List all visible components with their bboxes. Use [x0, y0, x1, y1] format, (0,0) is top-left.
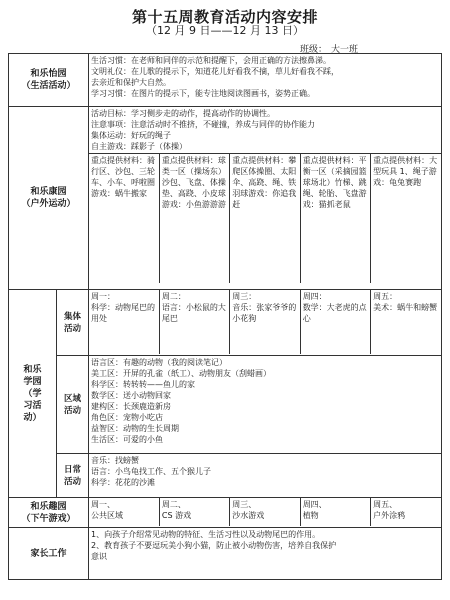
day-label: 周五、 — [373, 500, 398, 509]
group-activity-label — [57, 290, 89, 356]
area-label-line: 区域 — [64, 393, 82, 404]
day-label: 周二、 — [161, 500, 186, 509]
group-day-cell — [230, 290, 300, 354]
page-title: 第十五周教育活动内容安排 — [131, 8, 318, 26]
area-line: 语言区：有趣的动物（我的阅读笔记） — [91, 358, 228, 367]
daily-line: 科学：花花的沙滩 — [91, 478, 156, 487]
area-line: 生活区：可爱的小鱼 — [91, 435, 164, 444]
area-line: 益智区：动物的生长周期 — [91, 424, 180, 433]
outdoor-zone-cell: 重点提供材料：大型玩具 1、绳子游戏：龟兔赛跑 — [371, 154, 441, 283]
schedule-table — [8, 53, 442, 580]
life-line: 去亲近和保护大自然。 — [91, 78, 172, 87]
group-label-line: 活动 — [64, 323, 82, 334]
outdoor-general — [89, 107, 441, 153]
class-name: 大一班 — [331, 45, 359, 55]
outdoor-label — [9, 107, 89, 290]
game-text: 植物 — [302, 511, 319, 520]
learning-label-line: 学园 — [23, 376, 42, 387]
family-line: 2、教育孩子不要逗玩美小狗小猫，防止被小动物伤害，培养自我保护 — [91, 541, 337, 550]
outdoor-label-line2: （户外运动） — [21, 199, 76, 209]
daily-label-line: 日常 — [64, 464, 82, 475]
activity-text: 科学：动物尾巴的用处 — [91, 303, 156, 323]
row-group-activity — [9, 290, 442, 356]
life-line: 文明礼仪：在儿歌的提示下，知道花儿好看我不摘，草儿好看我不踩， — [91, 67, 340, 76]
family-content — [89, 528, 442, 580]
day-label: 周三、 — [232, 500, 257, 509]
day-label: 周三： — [232, 292, 257, 301]
game-text: 沙水游戏 — [232, 511, 265, 520]
group-day-cell — [89, 290, 159, 354]
game-text: 公共区域 — [91, 511, 124, 520]
daily-line: 音乐：找螃蟹 — [91, 456, 140, 465]
games-content — [89, 498, 442, 528]
group-day-cell — [371, 290, 441, 354]
group-activity-content — [89, 290, 442, 356]
activity-text: 美术：蜗牛和螃蟹 — [373, 303, 438, 312]
life-label — [9, 54, 89, 107]
row-area-activity — [9, 356, 442, 454]
area-line: 数学区：送小动物回家 — [91, 391, 172, 400]
games-day-cell — [300, 498, 370, 526]
activity-text: 音乐：张家爷爷的小花狗 — [232, 303, 297, 323]
area-line: 建构区：长颈鹿造新房 — [91, 402, 172, 411]
day-label: 周四： — [302, 292, 327, 301]
learning-label-line: 动） — [23, 412, 42, 423]
row-outdoor — [9, 107, 442, 290]
life-line: 生活习惯：在老师和同伴的示范和提醒下，会用正确的方法擦鼻涕。 — [91, 56, 332, 65]
class-label: 班级： — [300, 45, 328, 55]
area-label-line: 活动 — [64, 405, 82, 416]
learning-label-line: 和乐 — [23, 364, 42, 375]
life-content — [89, 54, 442, 107]
group-day-cell — [300, 290, 370, 354]
games-label — [9, 498, 89, 528]
family-label: 家长工作 — [9, 528, 89, 580]
area-line: 美工区：开屏的孔雀（纸工）、动物朋友（刮蜡画） — [91, 369, 272, 378]
day-label: 周四、 — [302, 500, 327, 509]
activity-text: 语言：小松鼠的大尾巴 — [161, 303, 226, 323]
outdoor-label-line1: 和乐康园 — [30, 187, 67, 197]
outdoor-line: 自主游戏：踩影子（体操） — [91, 142, 188, 151]
area-activity-content — [89, 356, 442, 454]
area-line: 角色区：宠物小吃店 — [91, 413, 164, 422]
activity-text: 数学：大老虎的点心 — [302, 303, 367, 323]
group-label-line: 集体 — [64, 311, 82, 322]
outdoor-zone-cell: 重点提供材料：攀爬区体操圈、太阳伞、高跷、绳、铁羽球游戏：你追我赶 — [230, 154, 300, 283]
day-label: 周一： — [91, 292, 116, 301]
area-activity-label — [57, 356, 89, 454]
outdoor-zone-cell: 重点提供材料：平衡一区（采摘园篮球场北）竹梯、跳绳、轮胎、飞盘游戏：猫抓老鼠 — [300, 154, 370, 283]
learning-label — [9, 290, 57, 498]
daily-line: 语言：小鸟龟找工作、五个猴儿子 — [91, 467, 212, 476]
row-life — [9, 54, 442, 107]
outdoor-line: 注意事项：注意活动时不推挤，不碰撞，养成与同伴的协作能力 — [91, 120, 316, 129]
outdoor-zones — [89, 153, 441, 283]
life-line: 学习习惯：在图片的提示下，能专注地阅读图画书，姿势正确。 — [91, 89, 316, 98]
games-day-cell — [89, 498, 159, 526]
group-activity-days — [89, 290, 441, 354]
game-text: 户外涂鸦 — [373, 511, 406, 520]
game-text: CS 游戏 — [161, 511, 192, 520]
date-range: （12 月 9 日——12 月 13 日） — [146, 24, 304, 37]
outdoor-line: 活动目标：学习侧步走的动作，提高动作的协调性。 — [91, 109, 276, 118]
life-label-line2: （生活活动） — [21, 81, 76, 91]
outdoor-content — [89, 107, 442, 290]
games-day-cell — [159, 498, 229, 526]
row-games — [9, 498, 442, 528]
outdoor-zone-cell: 重点提供材料：球类一区（操场东）沙包、飞盘、体操垫、高跷、小皮球游戏：小鱼游游游 — [159, 154, 229, 283]
group-day-cell — [159, 290, 229, 354]
games-days — [89, 498, 441, 526]
day-label: 周五： — [373, 292, 398, 301]
daily-activity-label — [57, 454, 89, 498]
day-label: 周二： — [161, 292, 186, 301]
daily-activity-content — [89, 454, 442, 498]
row-family — [9, 528, 442, 580]
outdoor-line: 集体运动：好玩的绳子 — [91, 131, 172, 140]
row-daily-activity — [9, 454, 442, 498]
family-line: 意识 — [91, 552, 108, 561]
games-label-line: （下午游戏） — [21, 513, 76, 524]
games-day-cell — [371, 498, 441, 526]
learning-label-line: （学 — [23, 388, 42, 399]
day-label: 周一、 — [91, 500, 116, 509]
games-day-cell — [230, 498, 300, 526]
outdoor-zone-cell: 重点提供材料：骑行区、沙包、三轮车、小车、呼啦圈游戏：蜗牛搬家 — [89, 154, 159, 283]
daily-label-line: 活动 — [64, 476, 82, 487]
learning-label-line: 习活 — [23, 400, 42, 411]
life-label-line1: 和乐怡园 — [30, 69, 67, 79]
games-label-line: 和乐趣园 — [30, 501, 67, 512]
area-line: 科学区：转转转——鱼儿的家 — [91, 380, 196, 389]
family-line: 1、向孩子介绍常见动物的特征、生活习性以及动物尾巴的作用。 — [91, 530, 321, 539]
